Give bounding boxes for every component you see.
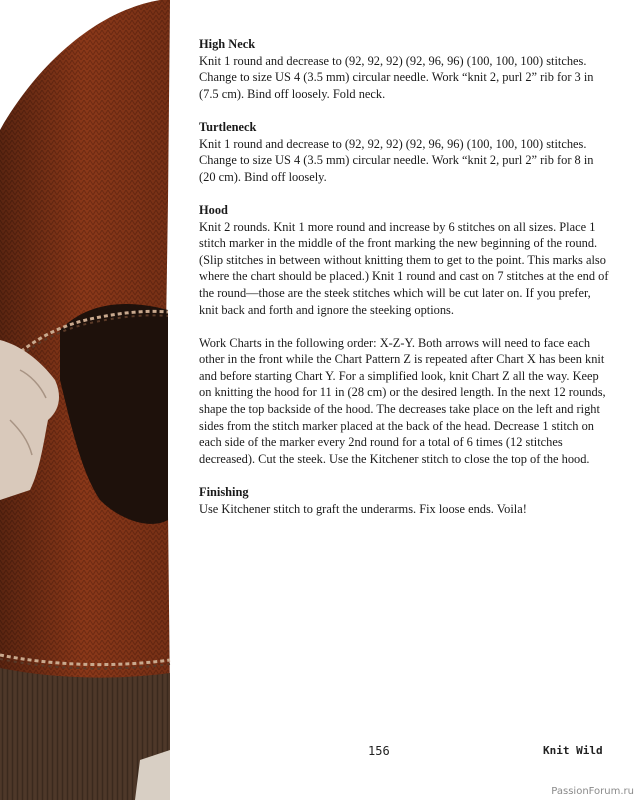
section-heading: Hood	[199, 202, 228, 217]
section-body: Use Kitchener stitch to graft the underarms. Fix loose ends. Voila!	[199, 501, 527, 516]
hood-photo	[0, 0, 176, 800]
section-heading: Finishing	[199, 485, 249, 500]
section-finishing	[199, 484, 609, 517]
instructions-text	[199, 36, 609, 534]
section-high-neck	[199, 36, 609, 102]
section-charts	[199, 335, 609, 468]
section-heading: Turtleneck	[199, 119, 257, 134]
section-turtleneck	[199, 119, 609, 185]
section-body: Work Charts in the following order: X-Z-Y. Both arrows will need to face each other in the front while the Chart Pattern Z is repeated after Chart X has been knit and before starting Chart Y. For a simplified look, knit Chart Z all the way. Keep on knitting the hood for 11 in (28 cm) or the desired length. In the next 12 rounds, shape the top backside of the hood. The decreases take place on the left and right sides from the stitch marker placed at the back of the head. Decrease 1 stitch on each side of the marker every 2nd round for a total of 6 times (12 stitches decreased). Cut the steek. Use the Kitchener stitch to close the top of the hood.	[199, 335, 606, 466]
section-body: Knit 1 round and decrease to (92, 92, 92) (92, 96, 96) (100, 100, 100) stitches. Change to size US 4 (3.5 mm) circular needle. Work “knit 2, purl 2” rib for 3 in (7.5 cm). Bind off loosely. Fold neck.	[199, 53, 594, 101]
watermark: PassionForum.ru	[551, 786, 634, 797]
section-body: Knit 1 round and decrease to (92, 92, 92) (92, 96, 96) (100, 100, 100) stitches. Change to size US 4 (3.5 mm) circular needle. Work “knit 2, purl 2” rib for 8 in (20 cm). Bind off loosely.	[199, 136, 594, 184]
section-body: Knit 2 rounds. Knit 1 more round and increase by 6 stitches on all sizes. Place 1 stitch marker in the middle of the front marking the new beginning of the round. (Slip stitches in between without knitting them to get to the point. This marks also where the chart should be placed.) Knit 1 round and cast on 7 stitches at the end of the round—those are the steek stitches which will be cut later on. If you prefer, knit back and forth and ignore the steeking options.	[199, 219, 609, 317]
section-heading: High Neck	[199, 37, 256, 51]
page-number: 156	[368, 744, 390, 758]
section-hood	[199, 202, 609, 318]
book-title: Knit Wild	[543, 744, 603, 757]
